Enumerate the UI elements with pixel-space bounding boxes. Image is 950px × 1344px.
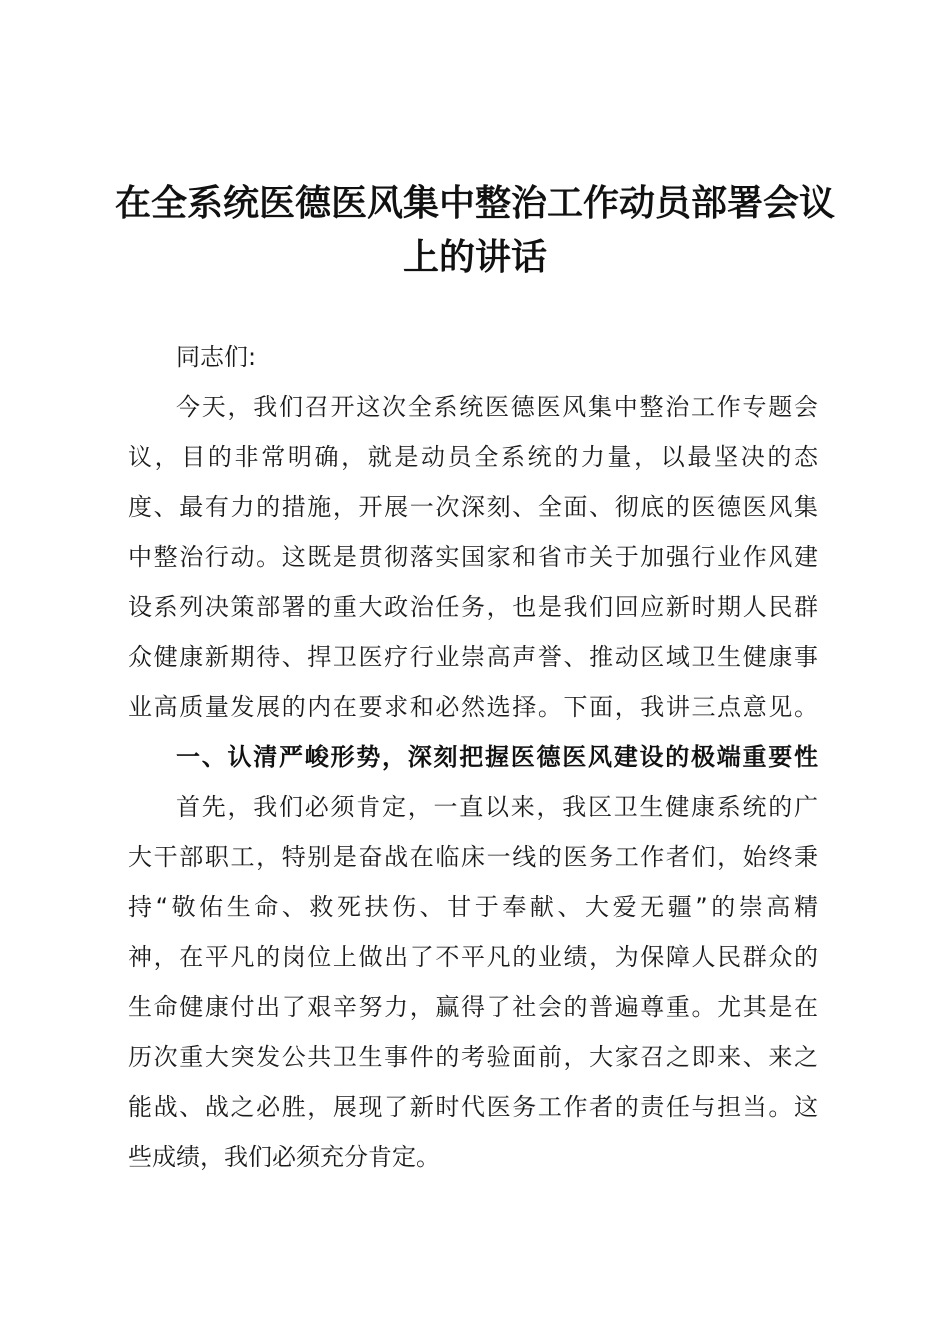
document-title [110,176,840,284]
paragraph-2-line: 生命健康付出了艰辛努力，赢得了社会的普遍尊重。尤其是在 [128,993,818,1021]
paragraph-2-line: 首先，我们必须肯定，一直以来，我区卫生健康系统的广 [176,793,818,821]
paragraph-1-line: 今天，我们召开这次全系统医德医风集中整治工作专题会 [176,393,818,421]
salutation: 同志们: [176,343,257,371]
paragraph-1-line: 业高质量发展的内在要求和必然选择。下面，我讲三点意见。 [128,693,818,721]
paragraph-2-line: 能战、战之必胜，展现了新时代医务工作者的责任与担当。这 [128,1093,818,1121]
paragraph-2-line: 神，在平凡的岗位上做出了不平凡的业绩，为保障人民群众的 [128,943,818,971]
paragraph-2-line: 大干部职工，特别是奋战在临床一线的医务工作者们，始终秉 [128,843,818,871]
section-1-heading: 一、认清严峻形势，深刻把握医德医风建设的极端重要性 [176,743,818,771]
paragraph-1-line: 度、最有力的措施，开展一次深刻、全面、彻底的医德医风集 [128,493,818,521]
paragraph-2-line: 持“敬佑生命、救死扶伤、甘于奉献、大爱无疆”的崇高精 [128,893,818,921]
paragraph-2-line: 历次重大突发公共卫生事件的考验面前，大家召之即来、来之 [128,1043,818,1071]
paragraph-1-line: 中整治行动。这既是贯彻落实国家和省市关于加强行业作风建 [128,543,818,571]
paragraph-1-line: 众健康新期待、捍卫医疗行业崇高声誉、推动区域卫生健康事 [128,643,818,671]
title-line-1: 在全系统医德医风集中整治工作动员部署会议 [114,182,835,224]
paragraph-1-line: 议，目的非常明确，就是动员全系统的力量，以最坚决的态 [128,443,818,471]
paragraph-2-line: 些成绩，我们必须充分肯定。 [128,1143,440,1171]
title-line-2: 上的讲话 [402,236,547,278]
paragraph-1-line: 设系列决策部署的重大政治任务，也是我们回应新时期人民群 [128,593,818,621]
